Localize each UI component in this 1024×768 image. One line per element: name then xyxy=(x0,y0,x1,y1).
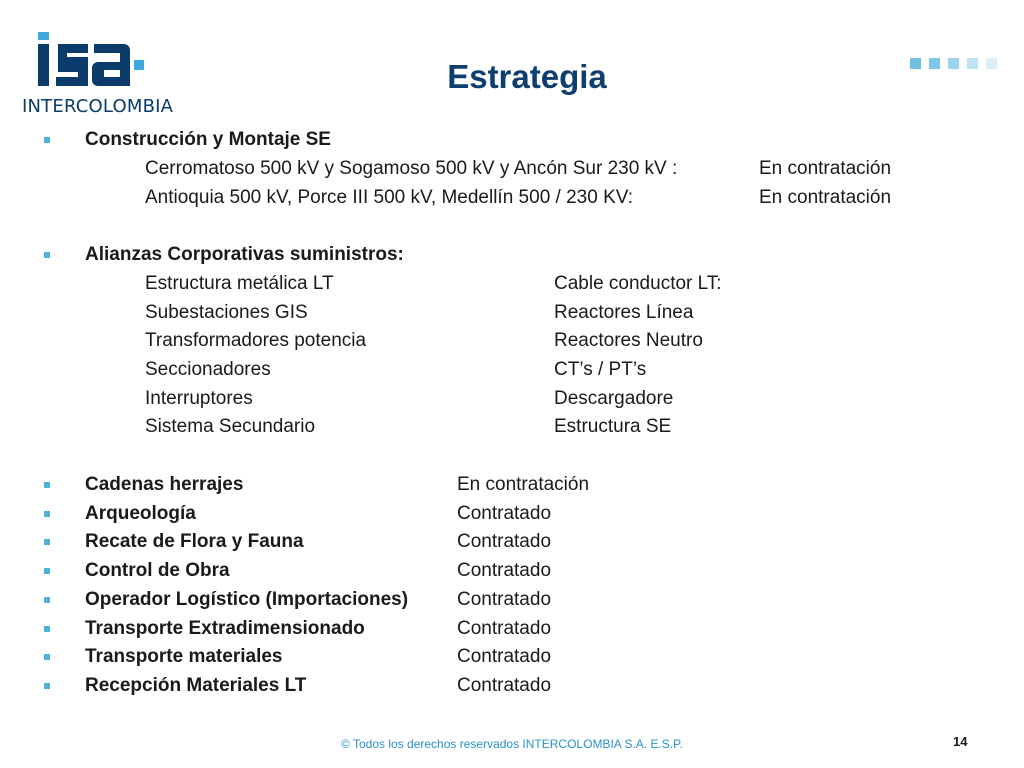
list-item: Operador Logístico (Importaciones) xyxy=(85,589,409,610)
status-text: Contratado xyxy=(457,531,552,552)
bullet-icon xyxy=(44,482,50,488)
list-item: Sistema Secundario xyxy=(145,416,316,437)
status-text: Contratado xyxy=(457,618,552,639)
copyright-footer: © Todos los derechos reservados INTERCOLOMBIA S.A. E.S.P. xyxy=(341,737,683,751)
page-number: 14 xyxy=(953,734,968,749)
list-item: Cable conductor LT: xyxy=(554,273,722,294)
list-item: Antioquia 500 kV, Porce III 500 kV, Medellín 500 / 230 KV: xyxy=(145,187,633,208)
list-item: Transporte Extradimensionado xyxy=(85,618,365,639)
bullet-icon xyxy=(44,654,50,660)
list-item: CT’s / PT’s xyxy=(554,359,647,380)
section-heading: Construcción y Montaje SE xyxy=(85,129,331,150)
status-text: En contratación xyxy=(457,474,590,495)
status-text: En contratación xyxy=(759,187,892,208)
list-item: Seccionadores xyxy=(145,359,271,380)
list-item: Estructura SE xyxy=(554,416,672,437)
bullet-icon xyxy=(44,539,50,545)
list-item: Subestaciones GIS xyxy=(145,302,308,323)
bullet-icon xyxy=(44,626,50,632)
status-text: En contratación xyxy=(759,158,892,179)
list-item: Estructura metálica LT xyxy=(145,273,334,294)
list-item: Cerromatoso 500 kV y Sogamoso 500 kV y Ancón Sur 230 kV : xyxy=(145,158,678,179)
list-item: Control de Obra xyxy=(85,560,230,581)
status-text: Contratado xyxy=(457,675,552,696)
list-item: Transporte materiales xyxy=(85,646,283,667)
status-text: Contratado xyxy=(457,503,552,524)
list-item: Arqueología xyxy=(85,503,196,524)
list-item: Reactores Línea xyxy=(554,302,694,323)
bullet-icon xyxy=(44,568,50,574)
list-item: Transformadores potencia xyxy=(145,330,367,351)
list-item: Reactores Neutro xyxy=(554,330,703,351)
list-item: Recepción Materiales LT xyxy=(85,675,307,696)
list-item: Cadenas herrajes xyxy=(85,474,244,495)
list-item: Recate de Flora y Fauna xyxy=(85,531,304,552)
bullet-icon xyxy=(44,252,50,258)
logo-subtitle: INTERCOLOMBIA xyxy=(22,96,174,117)
bullet-icon xyxy=(44,683,50,689)
status-text: Contratado xyxy=(457,646,552,667)
section-heading: Alianzas Corporativas suministros: xyxy=(85,244,404,265)
list-item: Interruptores xyxy=(145,388,253,409)
bullet-icon xyxy=(44,511,50,517)
list-item: Descargadore xyxy=(554,388,674,409)
status-text: Contratado xyxy=(457,560,552,581)
page-title: Estrategia xyxy=(447,58,607,95)
bullet-icon xyxy=(44,137,50,143)
bullet-icon xyxy=(44,597,50,603)
status-text: Contratado xyxy=(457,589,552,610)
